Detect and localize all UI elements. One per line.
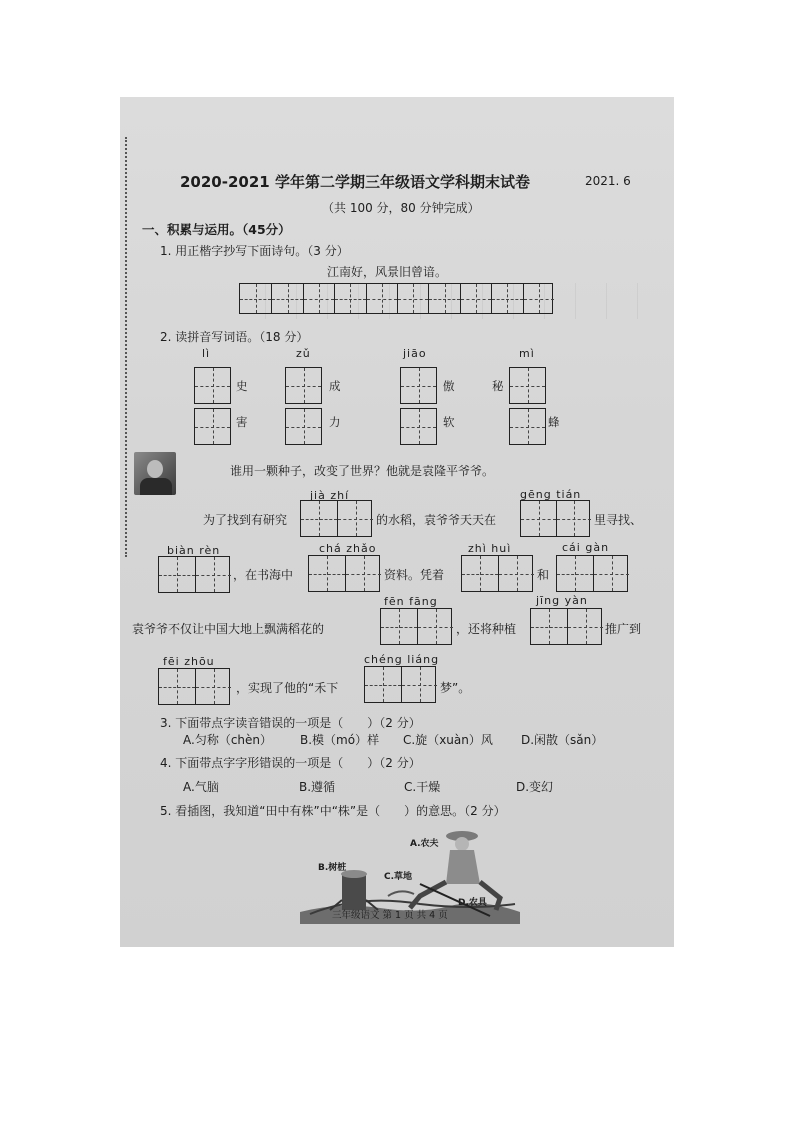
pinyin-label: chéng liáng — [364, 653, 440, 666]
pinyin-label: jīng yàn — [536, 594, 588, 607]
answer-box-double[interactable] — [308, 555, 380, 592]
answer-box[interactable] — [285, 408, 322, 445]
label-b: B.树桩 — [318, 863, 347, 873]
answer-box[interactable] — [509, 367, 546, 404]
pinyin-label: jiāo — [403, 347, 427, 360]
pinyin-label: lì — [202, 347, 211, 360]
question-4-prompt: 4. 下面带点字字形错误的一项是（ ）（2 分） — [160, 756, 421, 770]
word-char: 傲 — [443, 379, 455, 393]
answer-box-double[interactable] — [461, 555, 533, 592]
passage-text: 里寻找、 — [594, 513, 643, 527]
answer-box-double[interactable] — [556, 555, 628, 592]
portrait-photo — [134, 452, 176, 495]
word-char: 害 — [236, 415, 248, 429]
label-a: A.农夫 — [410, 839, 439, 849]
pinyin-label: fēi zhōu — [163, 655, 215, 668]
binding-margin-dots — [125, 137, 127, 557]
question-3-option-c[interactable]: C.旋（xuàn）风 — [403, 733, 493, 747]
question-5-prompt: 5. 看插图，我知道“田中有株”中“株”是（ ）的意思。（2 分） — [160, 804, 506, 818]
pinyin-label: zǔ — [296, 347, 311, 360]
pinyin-label: mì — [519, 347, 535, 360]
word-char: 史 — [236, 379, 248, 393]
passage-text: ，实现了他的“禾下 — [236, 681, 339, 695]
answer-box[interactable] — [400, 408, 437, 445]
answer-box-double[interactable] — [530, 608, 602, 645]
pinyin-label: zhì huì — [468, 542, 512, 555]
word-char: 力 — [329, 415, 341, 429]
copy-writing-grid[interactable] — [239, 283, 553, 314]
question-3-option-b[interactable]: B.模（mó）样 — [300, 733, 380, 747]
passage-intro: 谁用一颗种子，改变了世界？他就是袁隆平爷爷。 — [230, 464, 495, 478]
exam-subtitle: （共 100 分，80 分钟完成） — [322, 201, 480, 215]
word-char: 成 — [329, 379, 341, 393]
answer-box[interactable] — [285, 367, 322, 404]
section-heading: 一、积累与运用。（45分） — [142, 222, 291, 237]
answer-box[interactable] — [400, 367, 437, 404]
pinyin-label: chá zhǎo — [319, 542, 377, 555]
question-2-prompt: 2. 读拼音写词语。（18 分） — [160, 330, 309, 344]
answer-box-double[interactable] — [158, 556, 230, 593]
passage-text: 和 — [537, 568, 550, 582]
passage-text: ，还将种植 — [456, 622, 517, 636]
passage-text: 梦”。 — [440, 681, 471, 695]
pinyin-label: biàn rèn — [167, 544, 221, 557]
answer-box-double[interactable] — [380, 608, 452, 645]
answer-box-double[interactable] — [520, 500, 590, 537]
question-1-poem: 江南好，风景旧曾谙。 — [327, 265, 448, 279]
passage-text: 袁爷爷不仅让中国大地上飘满稻花的 — [132, 622, 325, 636]
page-footer: 三年级语文 第 1 页 共 4 页 — [332, 910, 448, 921]
answer-box[interactable] — [509, 408, 546, 445]
exam-date: 2021. 6 — [585, 174, 631, 188]
answer-box[interactable] — [194, 367, 231, 404]
word-char: 软 — [443, 415, 455, 429]
passage-text: ，在书海中 — [233, 568, 294, 582]
question-3-option-d[interactable]: D.闲散（sǎn） — [521, 733, 604, 747]
question-4-option-c[interactable]: C.干燥 — [404, 780, 441, 794]
question-4-option-d[interactable]: D.变幻 — [516, 780, 554, 794]
exam-title: 2020-2021 学年第二学期三年级语文学科期末试卷 — [180, 173, 530, 191]
pinyin-label: cái gàn — [562, 541, 610, 554]
passage-text: 推广到 — [605, 622, 642, 636]
answer-box-double[interactable] — [158, 668, 230, 705]
question-3-prompt: 3. 下面带点字读音错误的一项是（ ）（2 分） — [160, 716, 421, 730]
question-4-option-a[interactable]: A.气脑 — [183, 780, 219, 794]
answer-box-double[interactable] — [300, 500, 372, 537]
word-char: 蜂 — [548, 415, 560, 429]
answer-box-double[interactable] — [364, 666, 436, 703]
pinyin-label: fēn fāng — [384, 595, 438, 608]
label-d: D.农具 — [458, 898, 487, 908]
question-3-option-a[interactable]: A.匀称（chèn） — [183, 733, 273, 747]
label-c: C.草地 — [384, 872, 413, 882]
passage-text: 的水稻，袁爷爷天天在 — [376, 513, 497, 527]
question-1-prompt: 1. 用正楷字抄写下面诗句。（3 分） — [160, 244, 349, 258]
pinyin-label: jià zhí — [310, 489, 350, 502]
pinyin-label: gēng tián — [520, 488, 582, 501]
passage-text: 为了找到有研究 — [203, 513, 288, 527]
answer-box[interactable] — [194, 408, 231, 445]
exam-paper — [120, 97, 674, 947]
word-char: 秘 — [492, 379, 504, 393]
question-4-option-b[interactable]: B.遵循 — [299, 780, 336, 794]
passage-text: 资料。凭着 — [384, 568, 445, 582]
